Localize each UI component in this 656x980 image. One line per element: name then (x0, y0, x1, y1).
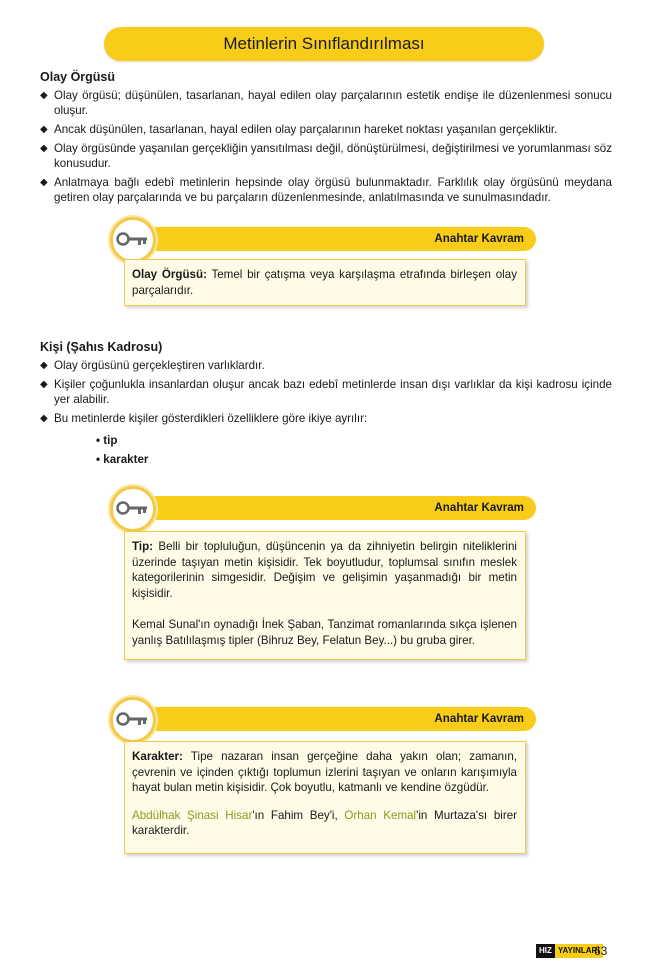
term-label: Karakter: (132, 750, 183, 763)
key-concept-header (116, 227, 536, 251)
page-title: Metinlerin Sınıflandırılması (223, 34, 425, 53)
term-example: Abdülhak Şinasi Hisar'ın Fahim Bey'i, Orhan Kemal'in Murtaza'sı birer karakterdir. (132, 808, 518, 837)
term-definition: Belli bir topluluğun, düşüncenin ya da zihniyetin belirgin niteliklerini üzerinde taşıyan metin kişisidir. Tek boyutludur, toplumsal sınıfın meslek kategorilerinin simgesidir. Değişim ve gelişimin yaşanmadığı bir metin kişisidir. (132, 540, 517, 600)
key-concept-label: Anahtar Kavram (434, 712, 524, 725)
term-definition: Temel bir çatışma veya karşılaşma etrafında birleşen olay parçalarıdır. (132, 268, 517, 297)
list-item: ◆ Anlatmaya bağlı edebî metinlerin hepsinde olay örgüsü bulunmaktadır. Farklılık olay örgüsünü meydana getiren olay parçalarında ve bu parçaların düzenlenmesinde, anlatılmasında ve sunulmasındadır. (40, 176, 612, 204)
publisher-logo: HIZ YAYINLARI (536, 944, 603, 958)
key-concept-header (116, 707, 536, 731)
diamond-bullet-icon: ◆ (40, 143, 48, 154)
diamond-bullet-icon: ◆ (40, 379, 48, 390)
bullet-list-kisi (40, 358, 612, 430)
author-name: Orhan Kemal (344, 808, 417, 822)
section-heading-kisi: Kişi (Şahıs Kadrosu) (40, 340, 163, 354)
key-concept-label: Anahtar Kavram (434, 232, 524, 245)
term-label: Olay Örgüsü: (132, 268, 207, 281)
list-item: ◆ Bu metinlerde kişiler gösterdikleri özelliklere göre ikiye ayrılır: (40, 412, 368, 425)
list-item: ◆ Olay örgüsünü gerçekleştiren varlıklardır. (40, 359, 265, 372)
key-icon (110, 486, 156, 532)
diamond-bullet-icon: ◆ (40, 90, 48, 101)
author-name: Abdülhak Şinasi Hisar (132, 808, 253, 822)
list-item: ◆ Olay örgüsünde yaşanılan gerçekliğin yansıtılması değil, dönüştürülmesi, değiştirilmesi ve yorumlanması söz konusudur. (40, 142, 612, 170)
diamond-bullet-icon: ◆ (40, 360, 48, 371)
list-item: ◆ Kişiler çoğunlukla insanlardan oluşur ancak bazı edebî metinlerde insan dışı varlıklar da kişi kadrosu içinde yer alabilir. (40, 378, 612, 406)
term-example: Kemal Sunal'ın oynadığı İnek Şaban, Tanzimat romanlarında sıkça işlenen yanlış Batılılaşmış tipler (Bihruz Bey, Felatun Bey...) bu gruba girer. (132, 618, 517, 647)
title-banner (104, 27, 544, 61)
sub-item-karakter: • karakter (96, 453, 149, 466)
key-concept-label: Anahtar Kavram (434, 501, 524, 514)
key-concept-box-tip (124, 531, 526, 660)
bullet-list-olay-orgusu (40, 88, 612, 209)
key-icon (110, 217, 156, 263)
diamond-bullet-icon: ◆ (40, 413, 48, 424)
diamond-bullet-icon: ◆ (40, 124, 48, 135)
key-concept-box-karakter (124, 741, 526, 854)
list-item: ◆ Olay örgüsü; düşünülen, tasarlanan, hayal edilen olay parçalarının estetik endişe ile düzenlenmesi sonucu oluşur. (40, 89, 612, 117)
term-label: Tip: (132, 540, 154, 553)
key-concept-header (116, 496, 536, 520)
section-heading-olay-orgusu: Olay Örgüsü (40, 70, 116, 84)
term-definition: Tipe nazaran insan gerçeğine daha yakın olan; zamanın, çevrenin ve içinden çıktığı toplumun izlerini taşıyan ve onların karışımıyla hayat bulan metin kişisidir. Çok boyutlu, katmanlı ve kendine özgüdür. (132, 750, 517, 794)
key-concept-box-olay-orgusu (124, 259, 526, 306)
diamond-bullet-icon: ◆ (40, 177, 48, 188)
key-icon (110, 697, 156, 743)
sub-item-tip: • tip (96, 434, 118, 447)
list-item: ◆ Ancak düşünülen, tasarlanan, hayal edilen olay parçalarının hareket noktası yaşanılan gerçekliktir. (40, 123, 558, 136)
page-number: 63 (594, 944, 608, 958)
